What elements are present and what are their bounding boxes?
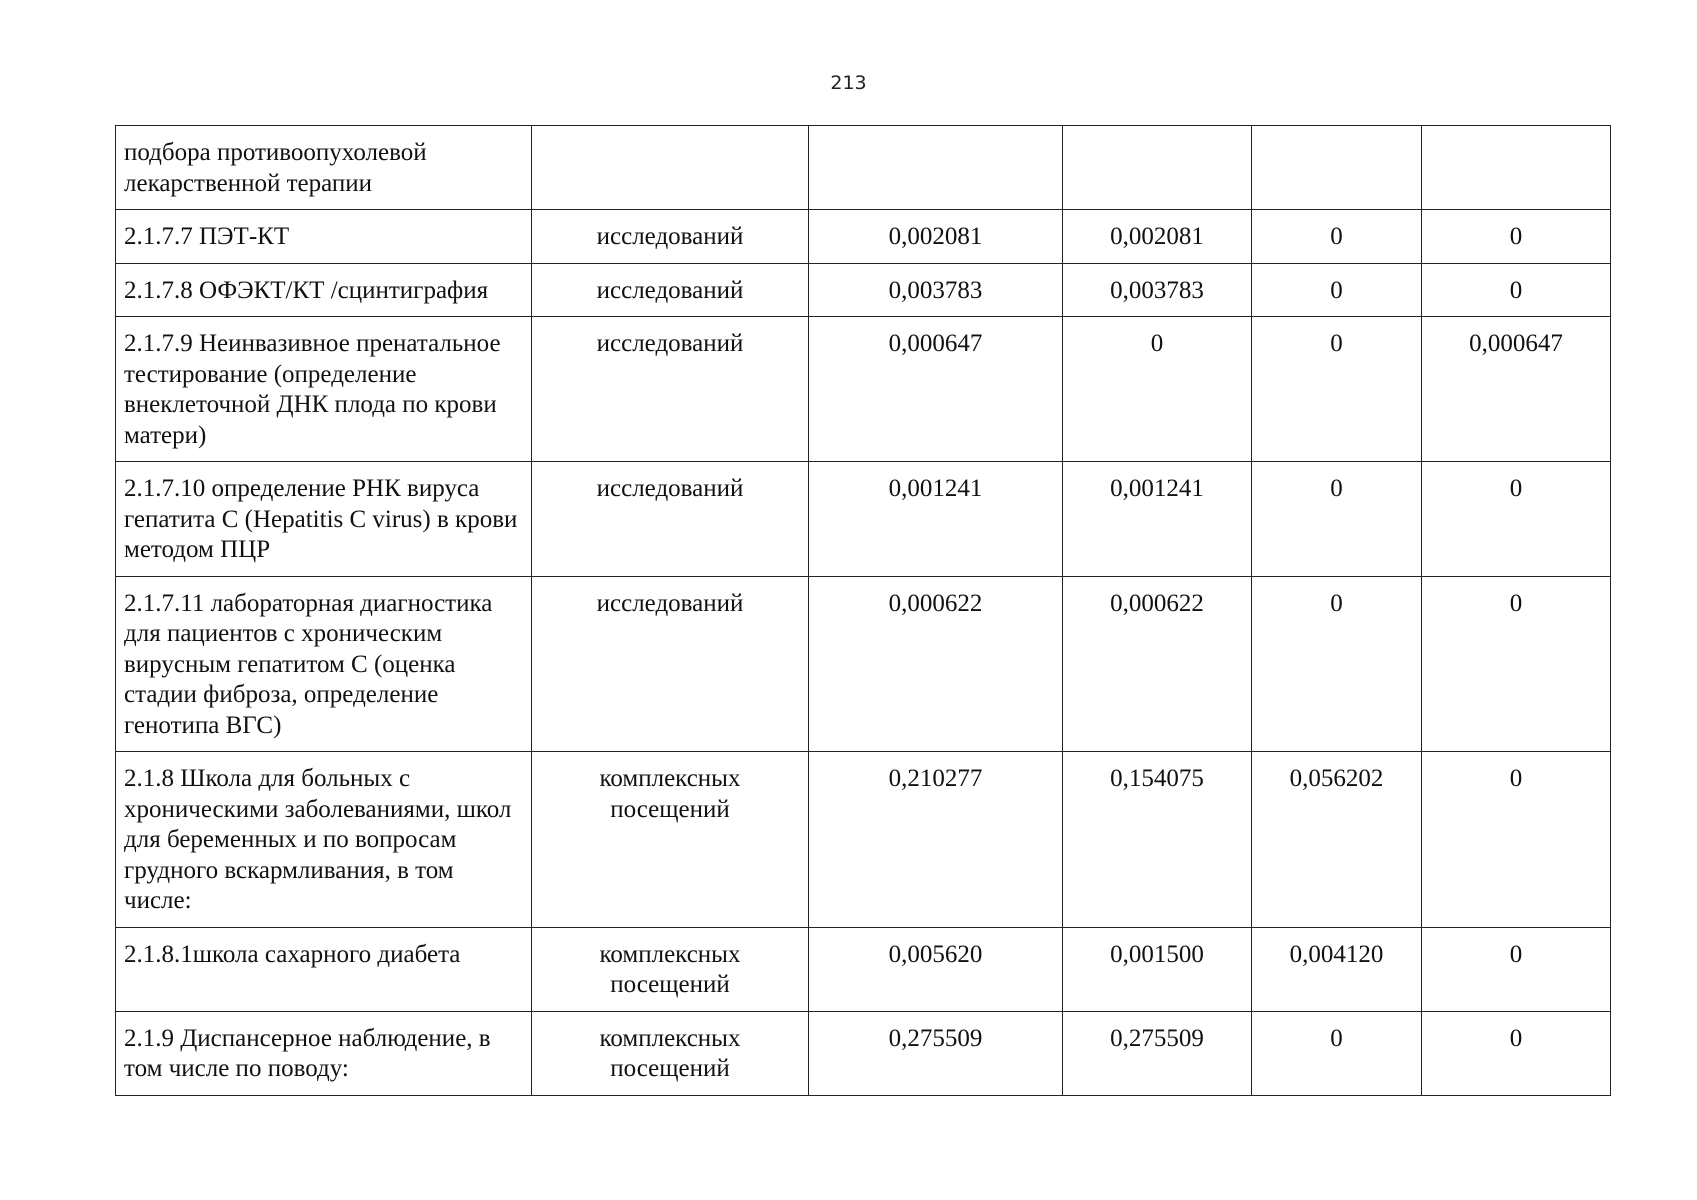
- row-value-1: 0,000647: [809, 317, 1063, 462]
- row-value-3: 0: [1252, 576, 1422, 752]
- row-name: 2.1.7.7 ПЭТ-КТ: [116, 210, 532, 264]
- table-row: [116, 263, 1611, 317]
- row-value-1: 0,000622: [809, 576, 1063, 752]
- row-value-2: 0,002081: [1063, 210, 1252, 264]
- row-value-2: [1063, 126, 1252, 210]
- row-unit: исследований: [532, 210, 809, 264]
- row-value-1: 0,001241: [809, 462, 1063, 577]
- row-unit: исследований: [532, 263, 809, 317]
- row-value-1: 0,003783: [809, 263, 1063, 317]
- table-row: [116, 927, 1611, 1011]
- table-row: [116, 576, 1611, 752]
- row-value-2: 0,001241: [1063, 462, 1252, 577]
- row-value-4: 0: [1422, 752, 1611, 928]
- table-row: [116, 317, 1611, 462]
- row-value-4: 0: [1422, 1011, 1611, 1095]
- row-value-2: 0,275509: [1063, 1011, 1252, 1095]
- row-value-4: 0,000647: [1422, 317, 1611, 462]
- row-value-1: 0,005620: [809, 927, 1063, 1011]
- volume-table: [115, 125, 1611, 1096]
- row-value-3: 0: [1252, 1011, 1422, 1095]
- row-value-4: 0: [1422, 210, 1611, 264]
- row-unit: исследований: [532, 317, 809, 462]
- row-value-4: 0: [1422, 927, 1611, 1011]
- row-value-3: 0,004120: [1252, 927, 1422, 1011]
- row-value-1: [809, 126, 1063, 210]
- row-name: 2.1.8 Школа для больных с хроническими заболеваниями, школ для беременных и по вопросам грудного вскармливания, в том числе:: [116, 752, 532, 928]
- row-value-3: 0: [1252, 317, 1422, 462]
- row-value-2: 0,001500: [1063, 927, 1252, 1011]
- row-value-3: 0: [1252, 462, 1422, 577]
- row-name: 2.1.7.10 определение РНК вируса гепатита С (Hepatitis C virus) в крови методом ПЦР: [116, 462, 532, 577]
- table-row: [116, 752, 1611, 928]
- row-unit: исследований: [532, 576, 809, 752]
- row-value-2: 0,154075: [1063, 752, 1252, 928]
- row-value-1: 0,210277: [809, 752, 1063, 928]
- row-value-4: [1422, 126, 1611, 210]
- row-unit: комплексных посещений: [532, 752, 809, 928]
- row-value-2: 0: [1063, 317, 1252, 462]
- table-row: [116, 1011, 1611, 1095]
- row-name: 2.1.9 Диспансерное наблюдение, в том числе по поводу:: [116, 1011, 532, 1095]
- table-row: [116, 126, 1611, 210]
- row-value-3: 0: [1252, 263, 1422, 317]
- row-value-1: 0,275509: [809, 1011, 1063, 1095]
- row-value-4: 0: [1422, 576, 1611, 752]
- row-name: 2.1.7.11 лабораторная диагностика для пациентов с хроническим вирусным гепатитом С (оценка стадии фиброза, определение генотипа ВГС): [116, 576, 532, 752]
- row-unit: исследований: [532, 462, 809, 577]
- page-number: 213: [830, 72, 867, 94]
- row-value-2: 0,000622: [1063, 576, 1252, 752]
- row-value-3: [1252, 126, 1422, 210]
- row-name: 2.1.8.1школа сахарного диабета: [116, 927, 532, 1011]
- row-unit: [532, 126, 809, 210]
- row-value-3: 0: [1252, 210, 1422, 264]
- row-value-4: 0: [1422, 263, 1611, 317]
- row-name: 2.1.7.9 Неинвазивное пренатальное тестирование (определение внеклеточной ДНК плода по крови матери): [116, 317, 532, 462]
- row-value-1: 0,002081: [809, 210, 1063, 264]
- row-value-2: 0,003783: [1063, 263, 1252, 317]
- row-name: 2.1.7.8 ОФЭКТ/КТ /сцинтиграфия: [116, 263, 532, 317]
- row-unit: комплексных посещений: [532, 927, 809, 1011]
- table-row: [116, 462, 1611, 577]
- table-row: [116, 210, 1611, 264]
- row-value-4: 0: [1422, 462, 1611, 577]
- row-value-3: 0,056202: [1252, 752, 1422, 928]
- row-unit: комплексных посещений: [532, 1011, 809, 1095]
- row-name: подбора противоопухолевой лекарственной терапии: [116, 126, 532, 210]
